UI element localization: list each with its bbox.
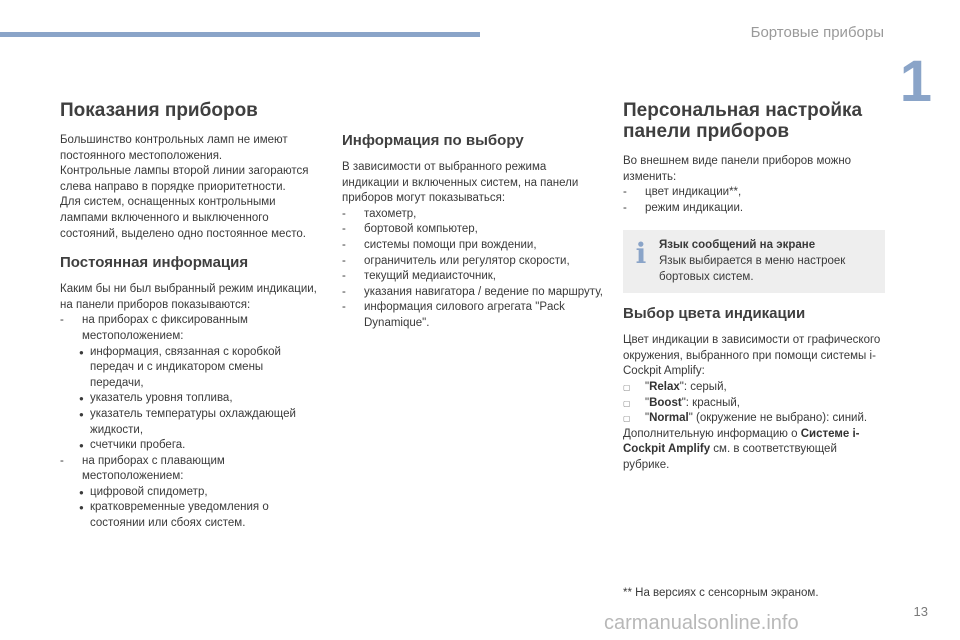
text: Дополнительную информацию о xyxy=(623,427,801,440)
text: см. в соответствующей рубрике. xyxy=(623,443,837,471)
color-name: Relax xyxy=(649,380,680,393)
color-desc: : красный, xyxy=(685,396,740,409)
list-item: - системы помощи при вождении, xyxy=(342,238,604,254)
list-item xyxy=(60,454,320,532)
heading-optional-info: Информация по выбору xyxy=(342,132,524,149)
paragraph: Контрольные лампы второй линии загораются слева направо в порядке приоритетности. xyxy=(60,165,309,193)
permanent-info-list xyxy=(60,313,320,531)
list-item: - цвет индикации**, xyxy=(623,185,885,201)
info-title: Язык сообщений на экране xyxy=(659,239,816,252)
list-item: - информация силового агрегата "Pack Dynamique". xyxy=(342,300,604,331)
paragraph: Для систем, оснащенных контрольными лампами включенного и выключенного состояний, выделено одно постоянное место. xyxy=(60,196,306,240)
color-name: Normal xyxy=(649,412,689,425)
paragraph: Цвет индикации в зависимости от графического окружения, выбранного при помощи системы i-Cockpit Amplify: xyxy=(623,334,881,378)
color-name: Boost xyxy=(649,396,682,409)
heading-color-choice: Выбор цвета индикации xyxy=(623,305,806,323)
heading-personalisation: Персональная настройка панели приборов xyxy=(623,100,863,142)
color-desc: (окружение не выбрано): синий. xyxy=(692,412,868,425)
list-item: ● информация, связанная с коробкой передач и с индикатором смены передачи, xyxy=(60,345,320,392)
list-item: ● указатель температуры охлаждающей жидкости, xyxy=(60,407,320,438)
sublist xyxy=(60,485,320,532)
page-number: 13 xyxy=(913,604,928,619)
info-box xyxy=(623,230,885,293)
optional-info-list xyxy=(342,207,604,332)
watermark: carmanualsonline.info xyxy=(604,612,799,634)
list-item: ▢ "Normal" (окружение не выбрано): синий. xyxy=(623,411,885,427)
heading-instrument-readings: Показания приборов xyxy=(60,100,258,121)
section-title: Бортовые приборы xyxy=(750,24,884,41)
list-item: ● указатель уровня топлива, xyxy=(60,391,320,407)
footnote: ** На версиях с сенсорным экраном. xyxy=(623,587,819,599)
header-accent-bar xyxy=(0,32,480,37)
paragraph: Во внешнем виде панели приборов можно изменить: xyxy=(623,155,852,183)
info-icon: i xyxy=(635,237,647,271)
color-list xyxy=(623,380,885,427)
list-item-label: на приборах с фиксированным местоположением: xyxy=(82,314,248,342)
list-item: - режим индикации. xyxy=(623,201,885,217)
list-item-label: на приборах с плавающим местоположением: xyxy=(82,454,225,483)
list-item xyxy=(60,313,320,453)
list-item: ▢ "Relax": серый, xyxy=(623,380,885,396)
heading-permanent-info: Постоянная информация xyxy=(60,254,249,272)
chapter-number: 1 xyxy=(899,49,932,114)
color-desc: : серый, xyxy=(683,380,727,393)
list-item: ● цифровой спидометр, xyxy=(60,485,320,501)
paragraph: Каким бы ни был выбранный режим индикации, на панели приборов показываются: xyxy=(60,283,317,311)
paragraph: Большинство контрольных ламп не имеют постоянного местоположения. xyxy=(60,134,288,162)
paragraph: В зависимости от выбранного режима индикации и включенных систем, на панели приборов могут показываться: xyxy=(342,161,579,205)
personalisation-list xyxy=(623,185,885,216)
column-instrument-readings xyxy=(60,100,320,532)
list-item: ● кратковременные уведомления о состоянии или сбоях систем. xyxy=(60,500,320,531)
column-optional-info xyxy=(342,132,604,332)
list-item: - тахометр, xyxy=(342,207,604,223)
sublist xyxy=(60,345,320,454)
info-text: Язык выбирается в меню настроек бортовых систем. xyxy=(659,254,846,283)
list-item: - указания навигатора / ведение по маршруту, xyxy=(342,285,604,301)
list-item: ● счетчики пробега. xyxy=(60,438,320,454)
paragraph xyxy=(623,427,885,474)
list-item: - ограничитель или регулятор скорости, xyxy=(342,254,604,270)
list-item: ▢ "Boost": красный, xyxy=(623,396,885,412)
list-item: - бортовой компьютер, xyxy=(342,222,604,238)
list-item: - текущий медиаисточник, xyxy=(342,269,604,285)
column-personalisation xyxy=(623,100,885,474)
text-bold: Системе i-Cockpit Amplify xyxy=(623,427,860,456)
